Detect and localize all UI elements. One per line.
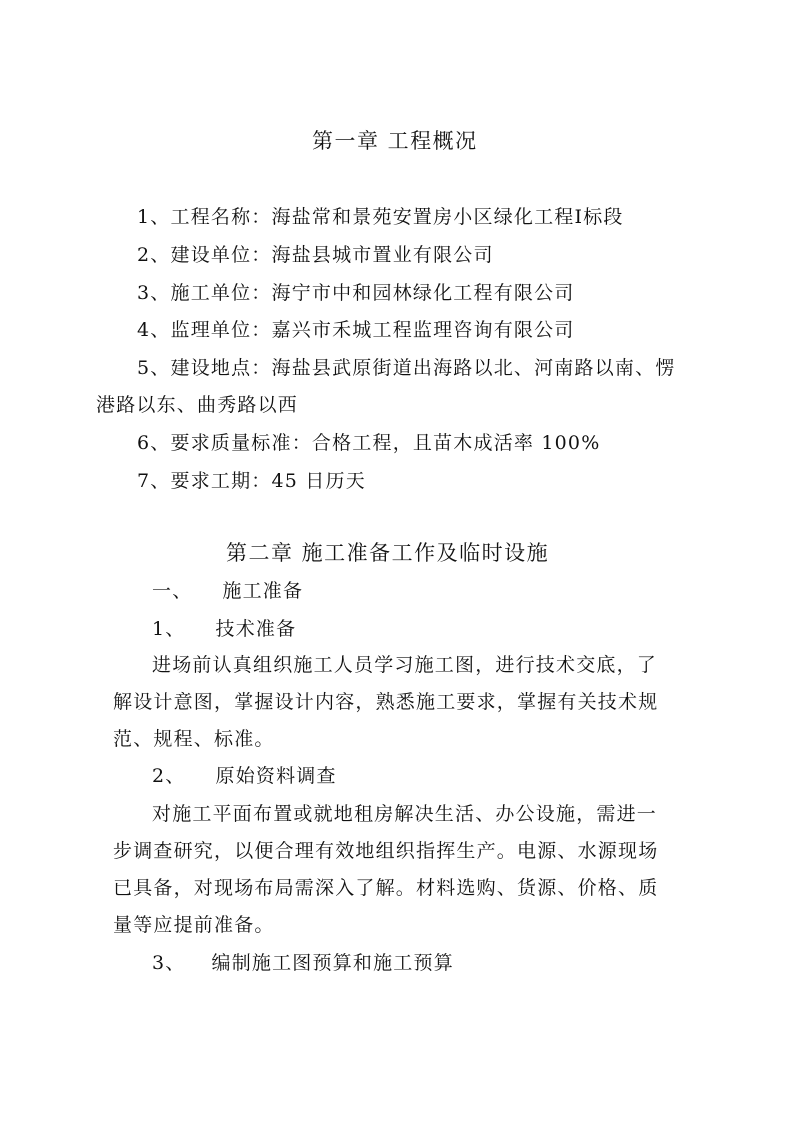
construction-unit-item: 2、建设单位：海盐县城市置业有限公司: [137, 244, 494, 266]
subsection-2-heading: [152, 764, 337, 788]
paragraph-line: 进场前认真组织施工人员学习施工图，进行技术交底，了: [152, 654, 658, 676]
subsection-2-label: 原始资料调查: [215, 765, 337, 787]
subsection-1-label: 技术准备: [215, 618, 297, 640]
contractor-unit-item: 3、施工单位：海宁市中和园林绿化工程有限公司: [137, 282, 575, 304]
section-1-heading: [152, 579, 303, 603]
subsection-3-heading: [152, 951, 454, 975]
construction-site-item: 5、建设地点：海盐县武原街道出海路以北、河南路以南、愣: [137, 357, 676, 379]
chapter-2-title: 第二章 施工准备工作及临时设施: [226, 541, 550, 565]
subsection-2-number: 2、: [152, 765, 186, 787]
subsection-3-number: 3、: [152, 952, 186, 974]
paragraph-line: 量等应提前准备。: [113, 914, 275, 936]
subsection-1-number: 1、: [152, 618, 186, 640]
chapter-1-title: 第一章 工程概况: [312, 129, 478, 153]
construction-site-item-cont: 港路以东、曲秀路以西: [96, 394, 299, 416]
paragraph-line: 解设计意图，掌握设计内容，熟悉施工要求，掌握有关技术规: [113, 691, 659, 713]
quality-standard-item: 6、要求质量标准：合格工程，且苗木成活率 100%: [137, 432, 601, 454]
subsection-1-heading: [152, 617, 296, 641]
paragraph-line: 范、规程、标准。: [113, 728, 275, 750]
subsection-3-label: 编制施工图预算和施工预算: [211, 952, 454, 974]
paragraph-line: 对施工平面布置或就地租房解决生活、办公设施，需进一: [152, 803, 658, 825]
section-1-label: 施工准备: [222, 580, 304, 602]
section-1-number: 一、: [152, 580, 193, 602]
paragraph-line: 步调查研究，以便合理有效地组织指挥生产。电源、水源现场: [113, 840, 659, 862]
project-name-item: 1、工程名称：海盐常和景苑安置房小区绿化工程Ⅰ标段: [137, 206, 624, 228]
paragraph-line: 已具备，对现场布局需深入了解。材料选购、货源、价格、质: [113, 877, 659, 899]
supervision-unit-item: 4、监理单位：嘉兴市禾城工程监理咨询有限公司: [137, 319, 575, 341]
duration-item: 7、要求工期：45 日历天: [137, 470, 366, 492]
